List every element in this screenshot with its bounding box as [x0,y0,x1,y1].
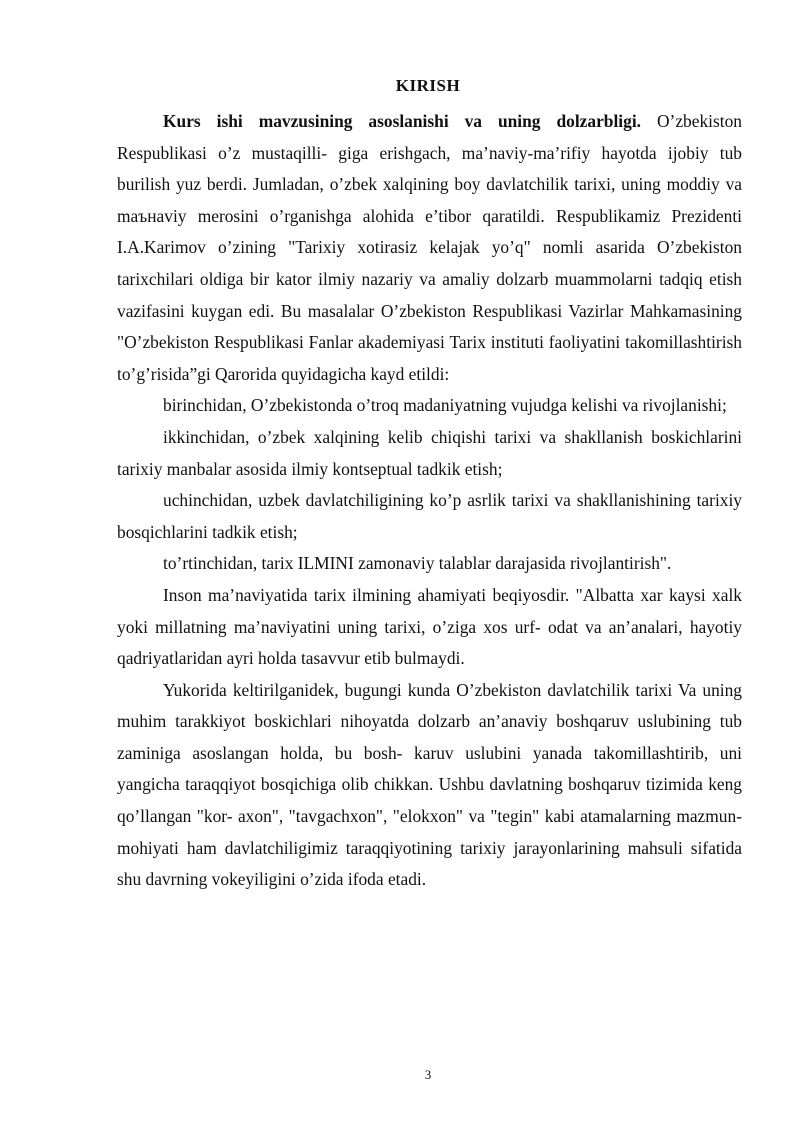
paragraph-text: ikkinchidan, o’zbek xalqining kelib chiqishi tarixi va shakllanish boskichlarini tarixiy manbalar asosida ilmiy kontseptual tadkik etish; [117,426,742,479]
paragraph-spirituality [117,580,742,675]
paragraph-text: Yukorida keltirilganidek, bugungi kunda O’zbekiston davlatchilik tarixi Va uning muhim tarakkiyot boskichlari nihoyatda dolzarb an’anaviy boshqaruv uslubining tub zaminiga asoslangan holda, bu bosh- karuv uslubini yanada takomillashtirib, uni yangicha taraqqiyot bosqichiga olib chikkan. Ushbu davlatning boshqaruv tizimida keng qo’llangan "kor- axon", "tavgachxon", "elokxon" va "tegin" kabi atamalarning mazmun- mohiyati ham davlatchiligimiz taraqqiyotining tarixiy jarayonlarining mahsuli sifatida shu davrning vokeyiligini o’zida ifoda etadi. [117,679,742,890]
page-number: 3 [424,1067,432,1082]
paragraph-lead: Kurs ishi mavzusining asoslanishi va uning dolzarbligi. [163,111,642,131]
paragraph-text: birinchidan, O’zbekistonda o’troq madaniyatning vujudga kelishi va rivojlanishi; [163,395,727,416]
paragraph-third [117,485,742,548]
paragraph-text: to’rtinchidan, tarix ILMINI zamonaviy talablar darajasida rivojlantirish". [163,553,672,574]
paragraph-fourth [117,548,742,580]
paragraph-statehood [117,675,742,896]
document-body [117,106,742,896]
page-title: KIRISH [395,76,461,95]
paragraph-text: Inson ma’naviyatida tarix ilmining ahamiyati beqiyosdir. "Albatta xar kaysi xalk yoki millatning ma’naviyatini uning tarixi, o’ziga xos urf- odat va an’analari, hayotiy qadriyatlaridan ayri holda tasavvur etib bulmaydi. [117,584,742,669]
paragraph-intro [117,106,742,390]
paragraph-text: uchinchidan, uzbek davlatchiligining ko’p asrlik tarixi va shakllanishining tarixiy bosqichlarini tadkik etish; [117,490,742,542]
paragraph-first [117,390,742,422]
paragraph-second [117,422,742,485]
paragraph-text: O’zbekiston Respublikasi o’z mustaqilli- giga erishgach, ma’naviy-ma’rifiy hayotda ijobiy tub burilish yuz berdi. Jumladan, o’zbek xalqining boy davlatchilik tarixi, uning moddiy va maънaviy merosini o’rganishga alohida e’tibor qaratildi. Respublikamiz Prezidenti I.A.Karimov o’zining "Tarixiy xotirasiz kelajak yo’q" nomli asarida O’zbekiston tarixchilari oldiga bir kator ilmiy nazariy va amaliy dolzarb muammolarni tadqiq etish vazifasini kuygan edi. Bu masalalar O’zbekiston Respublikasi Vazirlar Mahkamasining "O’zbekiston Respublikasi Fanlar akademiyasi Tarix instituti faoliyatini takomillashtirish to’g’risida”gi Qarorida quyidagicha kayd etildi: [117,111,742,384]
